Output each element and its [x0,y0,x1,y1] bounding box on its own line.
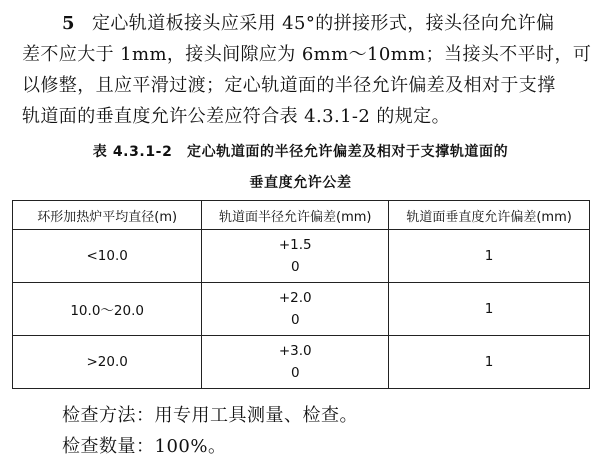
table-caption-title: 表 4.3.1-2 定心轨道面的半径允许偏差及相对于支撑轨道面的 [92,144,509,160]
header-radius-deviation: 轨道面半径允许偏差(mm) [202,201,389,230]
cell-vertical-deviation: 1 [389,230,590,283]
deviation-lower: 0 [290,365,300,381]
clause-line-1: 5 定心轨道板接头应采用 45°的拼接形式，接头径向允许偏 [62,8,601,39]
cell-radius-deviation [202,283,389,336]
clause-line-2: 差不应大于 1mm，接头间隙应为 6mm～10mm；当接头不平时，可 [22,44,592,65]
table-row [13,336,590,389]
cell-diameter: <10.0 [13,230,202,283]
cell-vertical-deviation: 1 [389,283,590,336]
cell-diameter: 10.0～20.0 [13,283,202,336]
deviation-lower: 0 [290,259,300,275]
cell-vertical-deviation: 1 [389,336,590,389]
clause-paragraph [22,8,601,132]
table-row [13,283,590,336]
inspection-method: 检查方法：用专用工具测量、检查。 [62,405,358,426]
table-row [13,230,590,283]
deviation-upper: +2.0 [278,290,312,306]
tolerance-table [12,200,590,389]
cell-radius-deviation [202,230,389,283]
table-header-row [13,201,590,230]
cell-diameter: >20.0 [13,336,202,389]
inspection-quantity: 检查数量：100%。 [62,436,227,457]
deviation-upper: +1.5 [278,237,312,253]
deviation-lower: 0 [290,312,300,328]
clause-line-4: 轨道面的垂直度允许公差应符合表 4.3.1-2 的规定。 [22,106,450,127]
header-vertical-deviation: 轨道面垂直度允许偏差(mm) [389,201,590,230]
deviation-upper: +3.0 [278,343,312,359]
clause-number: 5 [62,13,75,34]
table-caption-subtitle: 垂直度允许公差 [249,175,352,191]
header-diameter: 环形加热炉平均直径(m) [13,201,202,230]
cell-radius-deviation [202,336,389,389]
clause-line-3: 以修整，且应平滑过渡；定心轨道面的半径允许偏差及相对于支撑 [22,75,556,96]
